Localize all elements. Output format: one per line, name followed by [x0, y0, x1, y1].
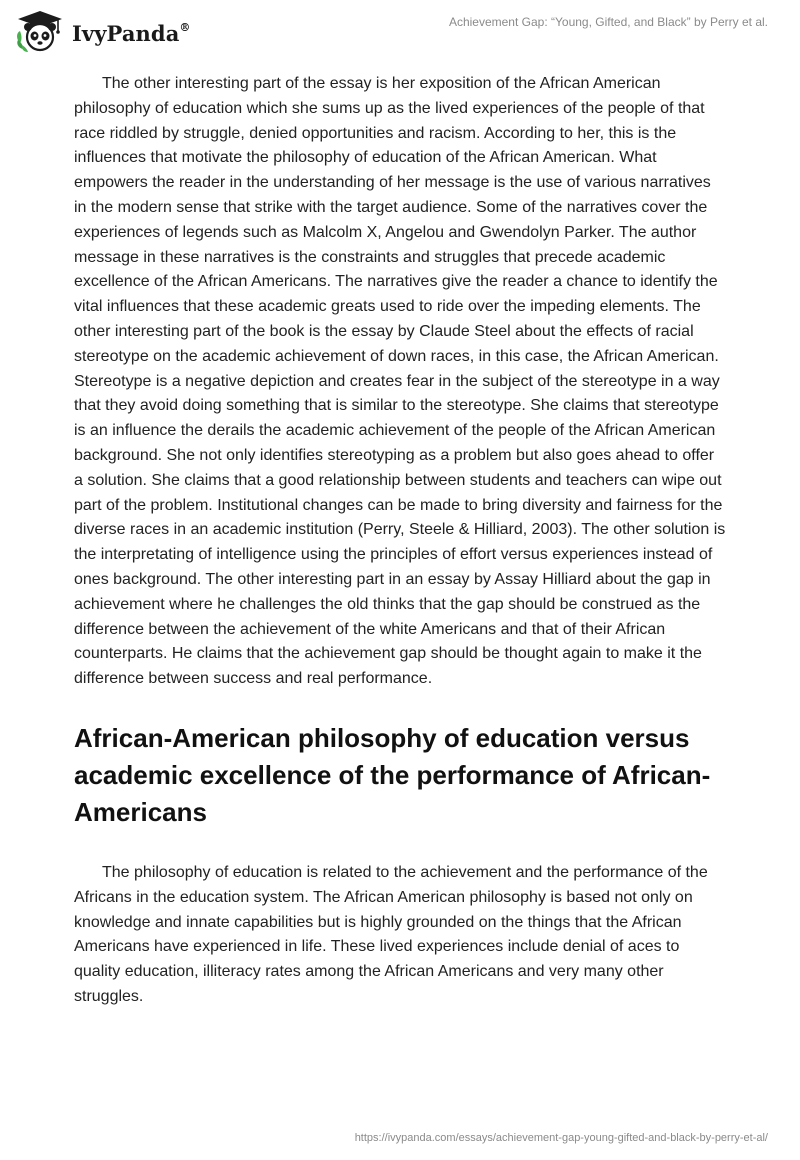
body-paragraph-1: The other interesting part of the essay is her exposition of the African American philosophy of education which she sums up as the lived experiences of the people of that race riddled by struggle, denied opportunities and racism. According to her, this is the influences that motivate the philosophy of education of the African American. What empowers the reader in the understanding of her message is the use of various narratives in the modern sense that strike with the target audience. Some of the narratives cover the experiences of legends such as Malcolm X, Angelou and Gwendolyn Parker. The author message in these narratives is the constraints and struggles that precede academic excellence of the African Americans. The narratives give the reader a chance to identify the vital influences that these academic greats used to ride over the impeding elements. The other interesting part of the book is the essay by Claude Steel about the effects of racial stereotype on the academic achievement of down races, in this case, the African American. Stereotype is a negative depiction and creates fear in the subject of the stereotype in a way that they avoid doing something that is similar to the stereotype. She claims that stereotype is an influence the derails the academic achievement of the people of the African American background. She not only identifies stereotyping as a problem but also goes ahead to offer a solution. She claims that a good relationship between students and teachers can wipe out part of the problem. Institutional changes can be made to bring diversity and fairness for the diverse races in an academic institution (Perry, Steele & Hilliard, 2003). The other solution is the interpretating of intelligence using the principles of effort versus experiences instead of ones background. The other interesting part in an essay by Assay Hilliard about the gap in achievement where he challenges the old thinks that the gap should be construed as the difference between the achievement of the white Americans and that of their African counterparts. He claims that the achievement gap should be thought again to make it the difference between success and real performance. [74, 75, 726, 688]
brand-name: IvyPanda® [72, 20, 191, 46]
essay-content [74, 72, 726, 1010]
panda-graduate-icon [14, 9, 66, 53]
brand-logo[interactable] [14, 9, 191, 53]
registered-mark: ® [179, 20, 191, 34]
page-header [0, 0, 800, 70]
section-heading: African-American philosophy of education versus academic excellence of the performance of African-Americans [74, 722, 711, 827]
document-title: Achievement Gap: “Young, Gifted, and Black” by Perry et al. [448, 15, 768, 29]
body-paragraph-2: The philosophy of education is related to the achievement and the performance of the Africans in the education system. The African American philosophy is based not only on knowledge and innate capabilities but is highly grounded on the things that the African Americans have experienced in life. These lived experiences include denial of aces to quality education, illiteracy rates among the African Americans and very many other struggles. [74, 863, 708, 1005]
source-url[interactable]: https://ivypanda.com/essays/achievement-gap-young-gifted-and-black-by-perry-et-al/ [354, 1132, 768, 1144]
